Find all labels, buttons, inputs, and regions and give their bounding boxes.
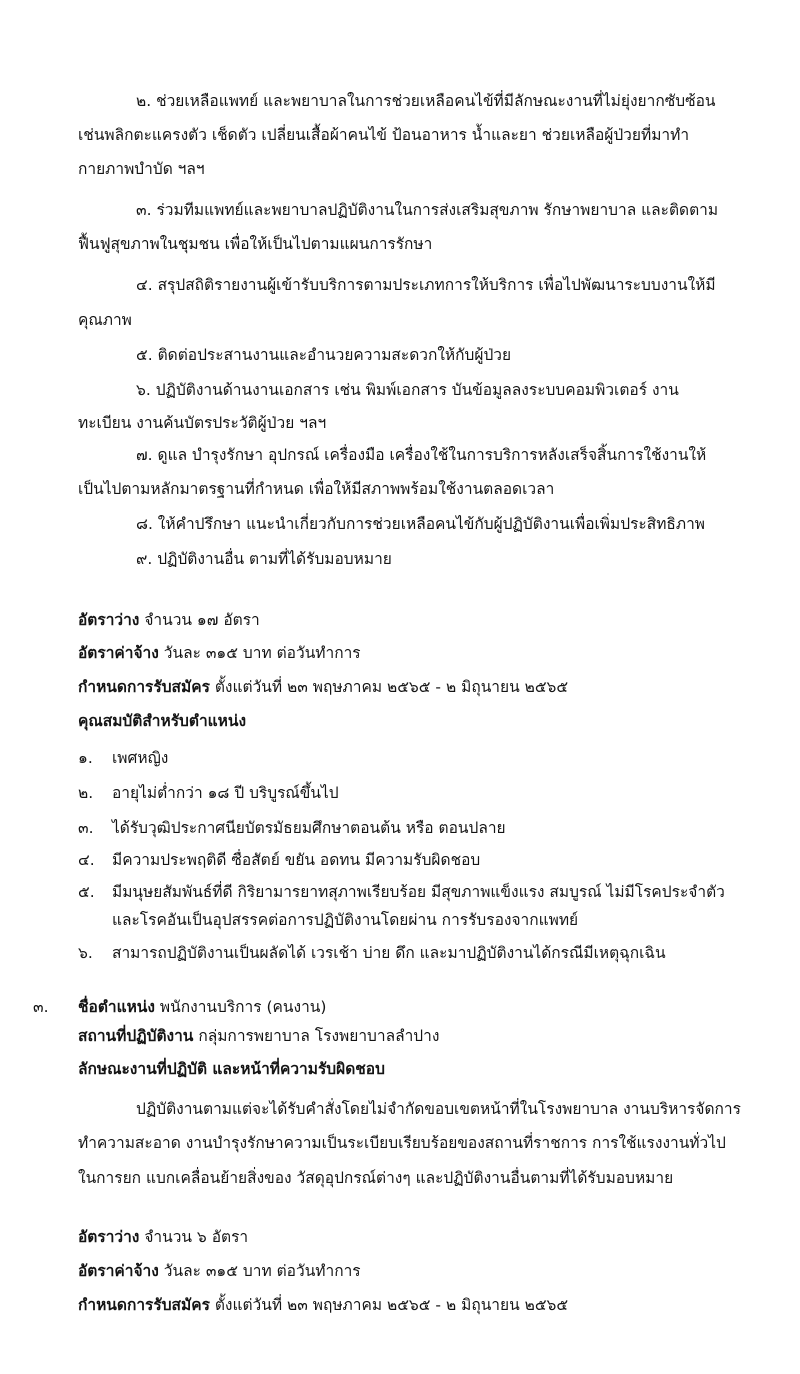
duty-item-3-line-2: ฟื้นฟูสุขภาพในชุมชน เพื่อให้เป็นไปตามแผนการรักษา <box>78 235 433 253</box>
duty-item-4-line-2: คุณภาพ <box>78 311 132 329</box>
application-period-label-2: กำหนดการรับสมัคร <box>78 1296 210 1314</box>
vacancies-label: อัตราว่าง <box>78 611 140 629</box>
work-location-row <box>78 1025 439 1047</box>
qualification-text-4: มีความประพฤติดี ซื่อสัตย์ ขยัน อดทน มีความรับผิดชอบ <box>112 851 481 869</box>
duty-item-9: ๙. ปฏิบัติงานอื่น ตามที่ได้รับมอบหมาย <box>136 550 392 568</box>
job-duties-line-3: ในการยก แบกเคลื่อนย้ายสิ่งของ วัสดุอุปกรณ์ต่างๆ และปฏิบัติงานอื่นตามที่ได้รับมอบหมาย <box>78 1169 674 1187</box>
duty-item-2-line-1: ๒. ช่วยเหลือแพทย์ และพยาบาลในการช่วยเหลือคนไข้ที่มีลักษณะงานที่ไม่ยุ่งยากซับซ้อน <box>136 92 716 110</box>
qualification-num-2: ๒. <box>78 784 94 802</box>
job-duties-line-2: ทำความสะอาด งานบำรุงรักษาความเป็นระเบียบเรียบร้อยของสถานที่ราชการ การใช้แรงงานทั่วไป <box>78 1134 726 1152</box>
duty-item-2-line-2: เช่นพลิกตะแครงตัว เช็ดตัว เปลี่ยนเสื้อผ้าคนไข้ ป้อนอาหาร น้ำและยา ช่วยเหลือผู้ป่วยที่มาทำ <box>78 126 690 144</box>
vacancies-row-2 <box>78 1226 248 1248</box>
qualification-text-5-line-2: และโรคอันเป็นอุปสรรคต่อการปฏิบัติงานโดยผ่าน การรับรองจากแพทย์ <box>112 911 579 929</box>
duty-item-6-line-1: ๖. ปฏิบัติงานด้านงานเอกสาร เช่น พิมพ์เอกสาร บันข้อมูลลงระบบคอมพิวเตอร์ งาน <box>136 381 679 399</box>
qualification-text-2: อายุไม่ต่ำกว่า ๑๘ ปี บริบูรณ์ขึ้นไป <box>112 784 339 802</box>
work-location-value: กลุ่มการพยาบาล โรงพยาบาลลำปาง <box>198 1027 440 1045</box>
duty-item-7-line-2: เป็นไปตามหลักมาตรฐานที่กำหนด เพื่อให้มีสภาพพร้อมใช้งานตลอดเวลา <box>78 480 555 498</box>
wage-row-2 <box>78 1260 361 1282</box>
application-period-value: ตั้งแต่วันที่ ๒๓ พฤษภาคม ๒๕๖๕ - ๒ มิถุนายน ๒๕๖๕ <box>214 678 569 696</box>
duty-item-8: ๘. ให้คำปรึกษา แนะนำเกี่ยวกับการช่วยเหลือคนไข้กับผู้ปฏิบัติงานเพื่อเพิ่มประสิทธิภาพ <box>136 515 706 533</box>
job-duties-heading: ลักษณะงานที่ปฏิบัติ และหน้าที่ความรับผิดชอบ <box>78 1060 385 1078</box>
qualification-text-1: เพศหญิง <box>112 749 169 767</box>
qualification-num-3: ๓. <box>78 819 94 837</box>
qualifications-heading: คุณสมบัติสำหรับตำแหน่ง <box>78 712 247 730</box>
position-number: ๓. <box>33 998 49 1016</box>
wage-row <box>78 642 361 664</box>
duty-item-7-line-1: ๗. ดูแล บำรุงรักษา อุปกรณ์ เครื่องมือ เครื่องใช้ในการบริการหลังเสร็จสิ้นการใช้งานให้ <box>136 446 707 464</box>
qualification-text-5-line-1: มีมนุษยสัมพันธ์ที่ดี กิริยามารยาทสุภาพเรียบร้อย มีสุขภาพแข็งแรง สมบูรณ์ ไม่มีโรคประจำตัว <box>112 883 725 901</box>
vacancies-row <box>78 609 260 631</box>
qualification-text-3: ได้รับวุฒิประกาศนียบัตรมัธยมศึกษาตอนต้น หรือ ตอนปลาย <box>112 819 506 837</box>
application-period-row-2 <box>78 1294 568 1316</box>
wage-value-2: วันละ ๓๑๕ บาท ต่อวันทำการ <box>163 1262 361 1280</box>
qualification-num-1: ๑. <box>78 749 93 767</box>
duty-item-3-line-1: ๓. ร่วมทีมแพทย์และพยาบาลปฏิบัติงานในการส่งเสริมสุขภาพ รักษาพยาบาล และติดตาม <box>136 201 719 219</box>
position-title-label: ชื่อตำแหน่ง <box>78 998 155 1016</box>
job-duties-line-1: ปฏิบัติงานตามแต่จะได้รับคำสั่งโดยไม่จำกัดขอบเขตหน้าที่ในโรงพยาบาล งานบริหารจัดการ <box>136 1100 741 1118</box>
position-title-value: พนักงานบริการ (คนงาน) <box>159 998 327 1016</box>
qualification-num-4: ๔. <box>78 851 95 869</box>
wage-value: วันละ ๓๑๕ บาท ต่อวันทำการ <box>163 644 361 662</box>
qualification-text-6: สามารถปฏิบัติงานเป็นผลัดได้ เวรเช้า บ่าย ดึก และมาปฏิบัติงานได้กรณีมีเหตุฉุกเฉิน <box>112 944 666 962</box>
duty-item-6-line-2: ทะเบียน งานค้นบัตรประวัติผู้ป่วย ฯลฯ <box>78 414 327 432</box>
position-title-row <box>78 996 326 1018</box>
vacancies-label-2: อัตราว่าง <box>78 1228 140 1246</box>
application-period-label: กำหนดการรับสมัคร <box>78 678 210 696</box>
wage-label-2: อัตราค่าจ้าง <box>78 1262 159 1280</box>
application-period-row <box>78 676 568 698</box>
application-period-value-2: ตั้งแต่วันที่ ๒๓ พฤษภาคม ๒๕๖๕ - ๒ มิถุนายน ๒๕๖๕ <box>214 1296 569 1314</box>
qualification-num-5: ๕. <box>78 883 95 901</box>
qualification-num-6: ๖. <box>78 944 93 962</box>
vacancies-value: จำนวน ๑๗ อัตรา <box>144 611 260 629</box>
vacancies-value-2: จำนวน ๖ อัตรา <box>144 1228 249 1246</box>
duty-item-5: ๕. ติดต่อประสานงานและอำนวยความสะดวกให้กับผู้ป่วย <box>136 346 512 364</box>
duty-item-4-line-1: ๔. สรุปสถิติรายงานผู้เข้ารับบริการตามประเภทการให้บริการ เพื่อไปพัฒนาระบบงานให้มี <box>136 276 716 294</box>
duty-item-2-line-3: กายภาพบำบัด ฯลฯ <box>78 160 205 178</box>
work-location-label: สถานที่ปฏิบัติงาน <box>78 1027 194 1045</box>
wage-label: อัตราค่าจ้าง <box>78 644 159 662</box>
